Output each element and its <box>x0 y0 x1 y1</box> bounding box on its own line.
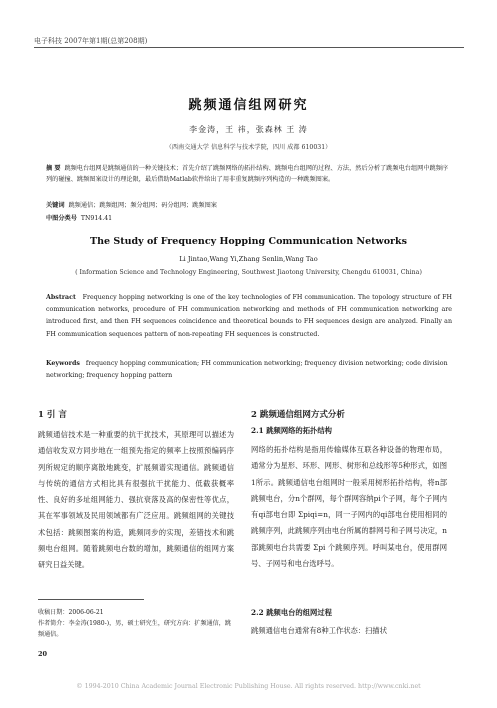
chinese-authors: 李金涛，王 祎，张森林 王 涛 <box>189 125 308 134</box>
english-abstract-label: Abstract <box>46 294 76 301</box>
chinese-keywords-text: 跳频通信；跳频组网；频分组网；码分组网；跳频图案 <box>68 202 217 209</box>
chinese-class-label: 中图分类号 <box>46 215 77 222</box>
english-title: The Study of Frequency Hopping Communication Networks <box>90 236 407 247</box>
chinese-keywords-label: 关键词 <box>46 202 65 209</box>
english-affiliation: ( Information Science and Technology Engineering, Southwest Jiaotong University, Chengdu 610031, China) <box>75 269 422 276</box>
footnote-received: 收稿日期：2006-06-21 <box>38 609 104 616</box>
journal-header: 电子科技 2007年第1期(总第208期) <box>34 37 148 45</box>
page-number: 20 <box>38 650 48 658</box>
english-abstract <box>46 292 452 341</box>
copyright-footer: © 1994-2010 China Academic Journal Electronic Publishing House. All rights reserved. http://www.cnki.net <box>76 683 421 690</box>
chinese-keywords <box>46 200 452 209</box>
chinese-abstract <box>46 163 452 185</box>
english-authors: Li Jintao,Wang Yi,Zhang Senlin,Wang Tao <box>179 255 318 263</box>
subsection-2-2-body: 跳频通信电台通常有8种工作状态：扫描状 <box>251 626 387 635</box>
section-1-heading: 1 引 言 <box>38 410 67 420</box>
footnote-rule <box>38 599 144 600</box>
footnote-author-info: 作者简介：李金涛(1980-)，男，硕士研究生，研究方向：扩频通信，跳频通信。 <box>38 620 231 638</box>
chinese-title: 跳频通信组网研究 <box>188 98 309 113</box>
subsection-2-2-heading: 2.2 跳频电台的组网过程 <box>251 608 332 617</box>
english-keywords <box>46 358 452 382</box>
chinese-abstract-label: 摘 要 <box>46 165 61 172</box>
subsection-2-1-heading: 2.1 跳频网络的拓扑结构 <box>251 426 332 435</box>
chinese-class-text: TN914.41 <box>80 215 113 222</box>
english-abstract-text: Frequency hopping networking is one of the key technologies of FH communication. The topology structure of FH communication networks, procedure of FH communication networking and methods of FH communication networking are introduced first, and then FH sequences coincidence and theoretical bounds to FH sequences design are analyzed. Finally an FH communication sequences pattern of non-repeating FH sequences is constructed. <box>46 294 452 338</box>
chinese-classification <box>46 213 452 222</box>
section-1-body: 跳频通信技术是一种重要的抗干扰技术，其原理可以描述为通信收发双方同步地在一组预先指定的频率上按照预编码序列所规定的顺序离散地跳变，扩展频谱实现通信。跳频通信与传统的通信方式相比具有很强抗干扰能力、低截获概率性、良好的多址组网能力、强抗衰落及高的保密性等优点，其在军事领域及民用领域都有广泛应用。跳频组网的关键技术包括：跳频图案的构造，跳频同步的实现，差错技术和跳频电台组网。随着跳频电台数的增加，跳频通信的组网方案研究日益关键。 <box>38 430 234 570</box>
subsection-2-1-body: 网络的拓扑结构是指用传输媒体互联各种设备的物理布局，通常分为星形、环形、网形、树形和总线形等5种形式，如图1所示。跳频通信电台组网时一般采用树形拓扑结构，将n部跳频电台，分n个群网，每个群网容纳pi个子网，每个子网内有qi部电台即 Σpiqi=n，同一子网内的qi部电台使用相同的跳频序列，此跳频序列由电台所属的群网号和子网号决定，n部跳频电台共需要 Σpi 个跳频序列。呼叫某电台，使用群网号、子网号和电台选呼号。 <box>251 445 447 569</box>
section-2-heading: 2 跳频通信组网方式分析 <box>251 410 345 420</box>
chinese-abstract-text: 跳频电台组网是跳频通信的一种关键技术；首先介绍了跳频网络的拓扑结构、跳频电台组网的过程、方法，然后分析了跳频电台组网中跳频序列的碰撞、跳频图案设计的理论限，最后借助Matlab软件给出了用非重复跳频序列构造的一种跳频图案。 <box>46 165 449 183</box>
header-rule <box>34 47 464 48</box>
chinese-affiliation: （西南交通大学 信息科学与技术学院，四川 成都 610031） <box>165 144 332 151</box>
english-keywords-text: frequency hopping communication; FH communication networking; frequency division networking; code division networking; frequency hopping pattern <box>46 360 448 380</box>
footnote <box>38 607 234 640</box>
english-keywords-label: Keywords <box>46 360 80 367</box>
